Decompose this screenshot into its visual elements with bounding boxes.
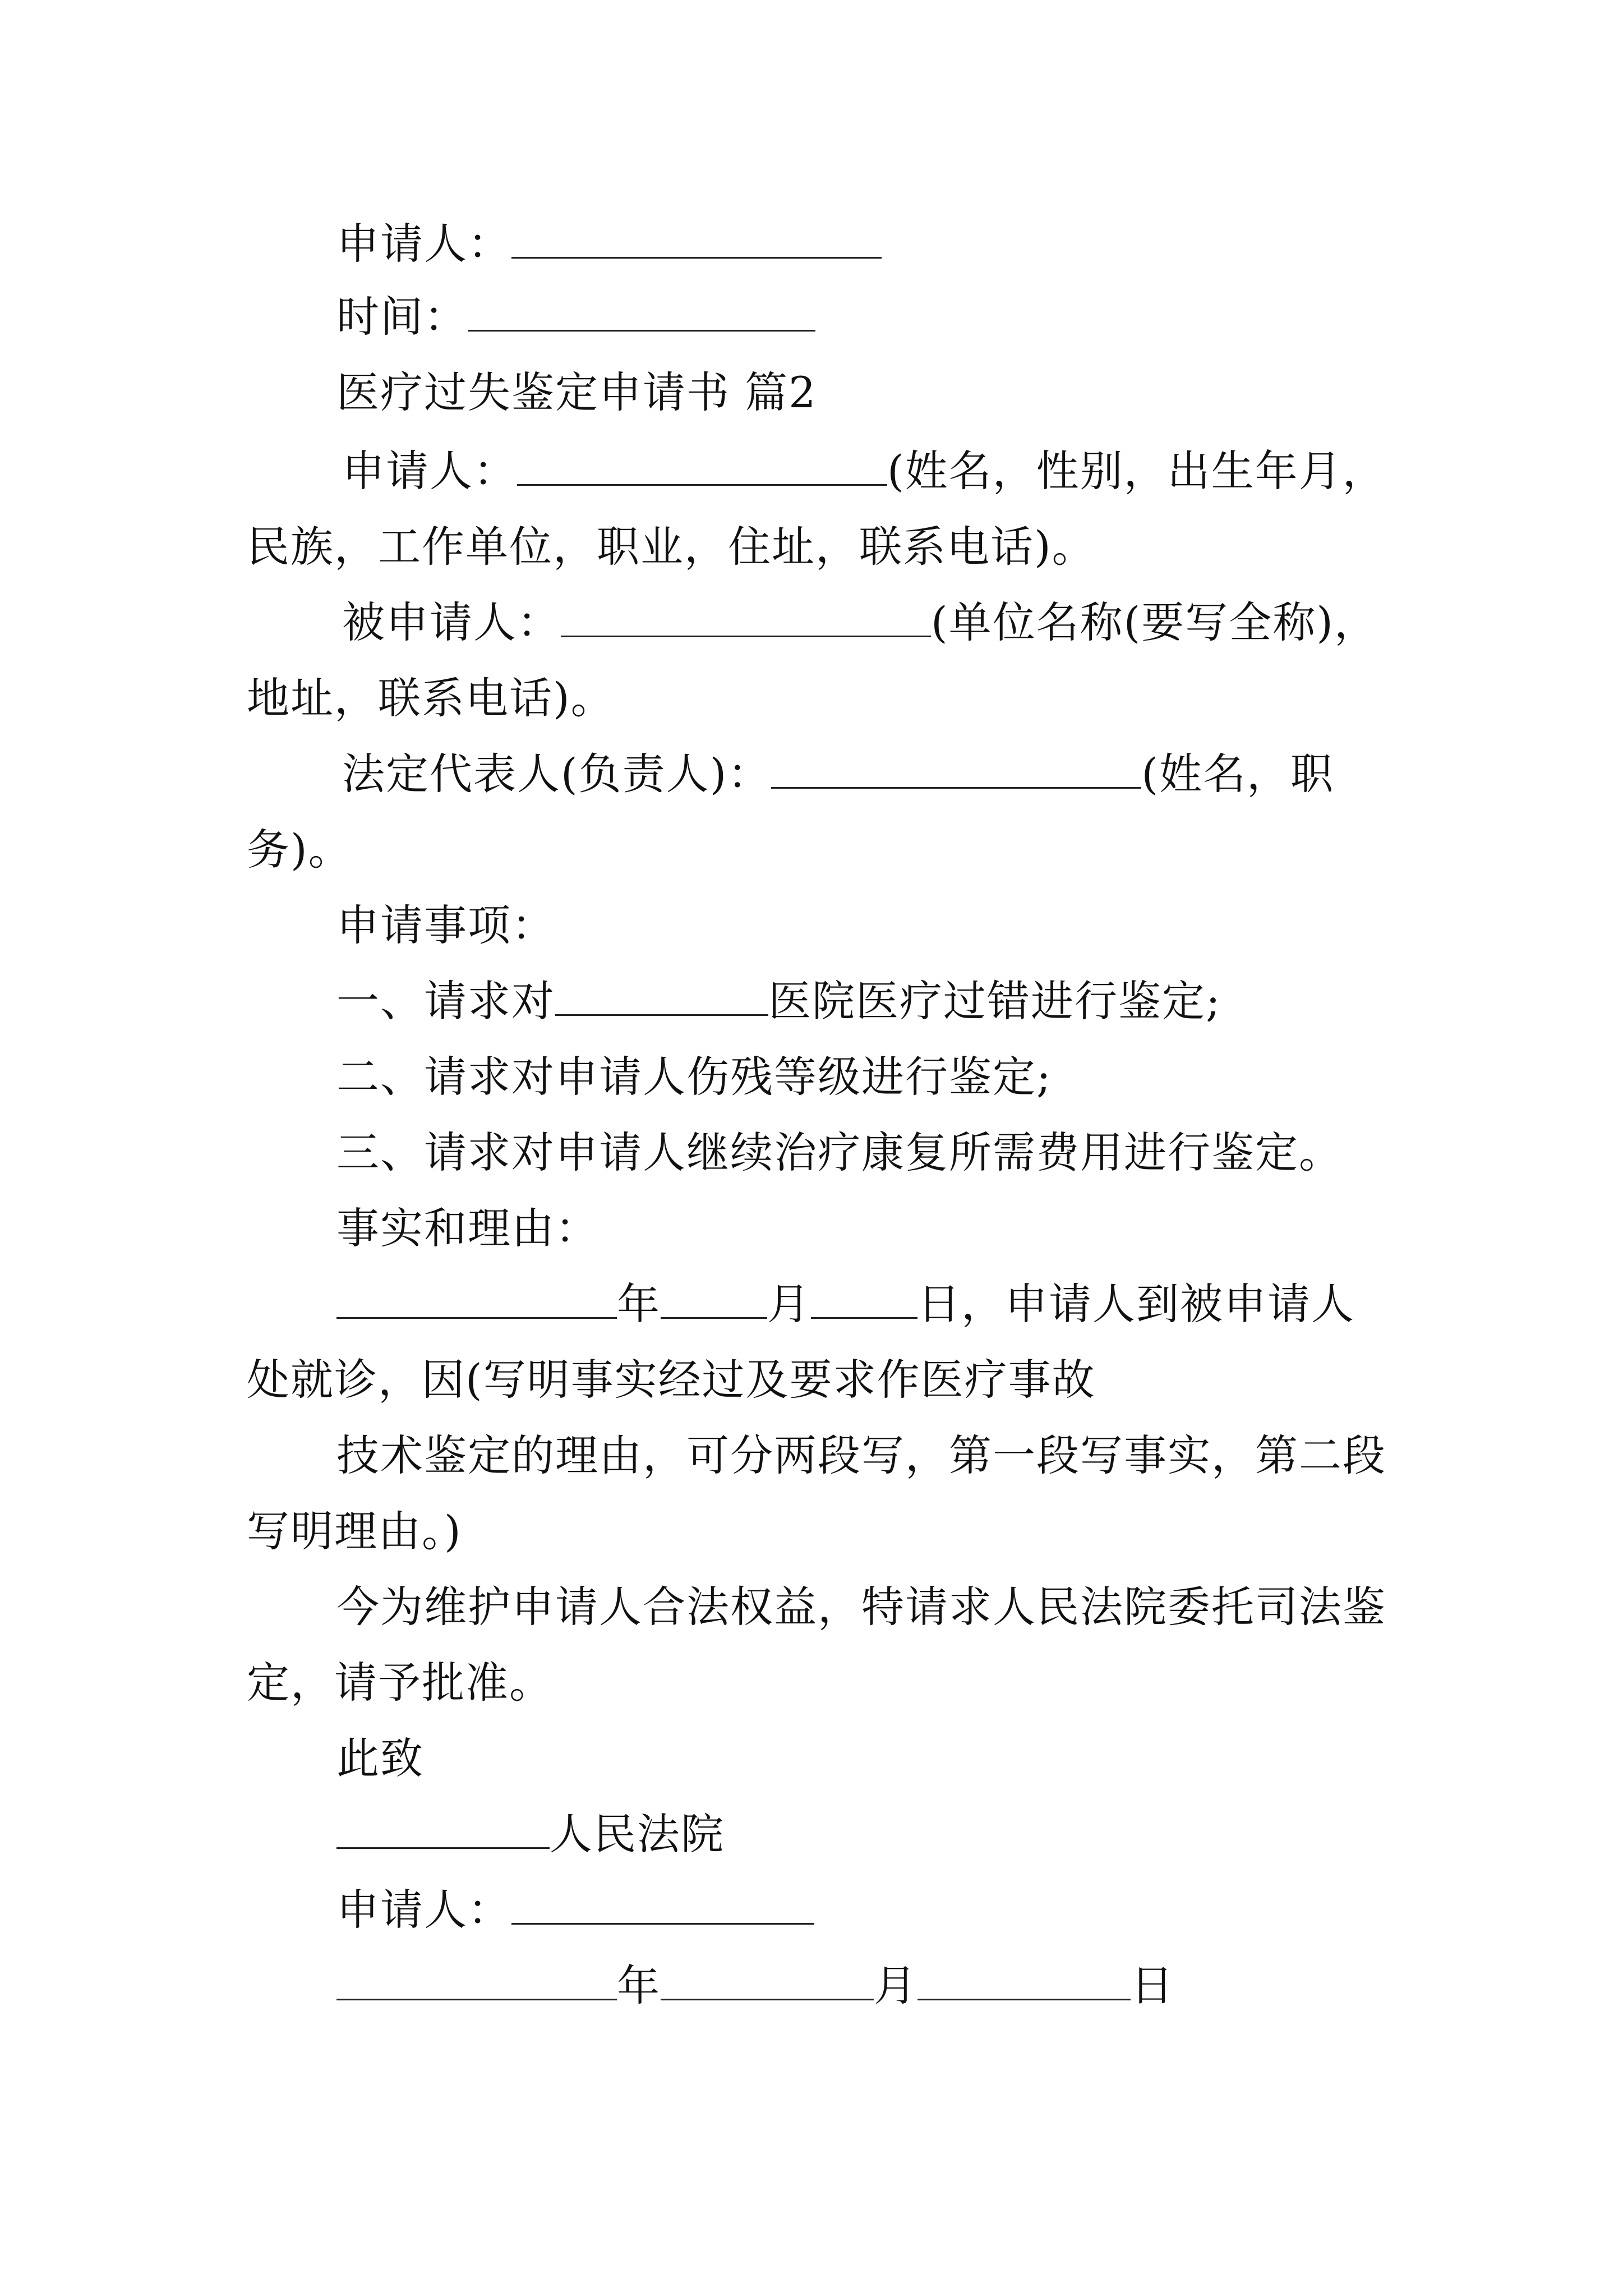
- time-line: [336, 289, 815, 345]
- applicant-label: 申请人：: [342, 446, 517, 496]
- final-day-label: 日: [1131, 1961, 1174, 2010]
- final-year-label: 年: [617, 1961, 661, 2010]
- respondent-details-continued-text: 地址，联系电话)。: [247, 673, 615, 723]
- request-statement-line-1: [336, 1579, 1386, 1635]
- request-statement-line-2: [247, 1655, 553, 1711]
- facts-date-text: 日，申请人到被申请人: [917, 1279, 1355, 1329]
- final-applicant-line: [336, 1882, 814, 1938]
- request-item-1: [336, 973, 1221, 1029]
- respondent-label: 被申请人：: [342, 597, 561, 647]
- applicant-label: 申请人：: [336, 219, 511, 269]
- facts-text-3: 写明理由。): [247, 1506, 462, 1556]
- closing-salutation-text: 此致: [336, 1733, 424, 1783]
- legal-representative-blank: [771, 747, 1141, 789]
- request-item-3-text: 三、请求对申请人继续治疗康复所需费用进行鉴定。: [336, 1128, 1343, 1177]
- section-title: [336, 365, 817, 421]
- legal-representative-details-text: (姓名，职: [1141, 749, 1334, 799]
- time-blank: [468, 289, 815, 332]
- respondent-blank: [561, 595, 931, 637]
- year-label: 年: [617, 1279, 661, 1329]
- respondent-line: [342, 595, 1378, 651]
- respondent-details-text: (单位名称(要写全称)，: [931, 597, 1378, 647]
- legal-representative-continued: [247, 822, 352, 878]
- facts-text-2: 技术鉴定的理由，可分两段写，第一段写事实，第二段: [336, 1430, 1386, 1480]
- applicant-blank: [511, 217, 882, 259]
- final-date-line: [336, 1958, 1174, 2014]
- facts-text-line-2: [336, 1428, 1386, 1484]
- applicant-details-text: (姓名，性别，出生年月，: [887, 446, 1386, 496]
- request-statement-text-2: 定，请予批准。: [247, 1658, 553, 1708]
- applicant-details-continued: [247, 519, 1096, 575]
- request-item-3: [336, 1125, 1343, 1181]
- legal-representative-line: [342, 746, 1334, 802]
- facts-heading: [336, 1200, 599, 1257]
- respondent-details-continued: [247, 670, 615, 726]
- legal-representative-label: 法定代表人(负责人)：: [342, 749, 772, 799]
- final-applicant-label: 申请人：: [336, 1885, 511, 1935]
- final-month-label: 月: [874, 1961, 917, 2010]
- facts-date-line: [336, 1276, 1355, 1332]
- requests-heading-text: 申请事项：: [336, 900, 555, 950]
- facts-text-1: 处就诊，因(写明事实经过及要求作医疗事故: [247, 1355, 1096, 1405]
- time-label: 时间：: [336, 292, 468, 342]
- month-label: 月: [767, 1279, 811, 1329]
- court-label: 人民法院: [550, 1809, 725, 1859]
- day-blank: [811, 1277, 917, 1319]
- court-line: [336, 1806, 725, 1862]
- final-day-blank: [917, 1958, 1131, 2000]
- request-item-2: [336, 1049, 1052, 1105]
- request-statement-text-1: 今为维护申请人合法权益，特请求人民法院委托司法鉴: [336, 1582, 1386, 1632]
- applicant-signature-line: [336, 216, 882, 272]
- request-item-1-prefix: 一、请求对: [336, 976, 555, 1026]
- request-item-2-text: 二、请求对申请人伤残等级进行鉴定;: [336, 1052, 1052, 1102]
- year-blank: [336, 1277, 617, 1319]
- final-applicant-blank: [511, 1883, 814, 1925]
- legal-representative-continued-text: 务)。: [247, 825, 352, 875]
- applicant-details-continued-text: 民族，工作单位，职业，住址，联系电话)。: [247, 522, 1096, 572]
- section-title-text: 医疗过失鉴定申请书 篇2: [336, 367, 817, 417]
- court-name-blank: [336, 1807, 550, 1849]
- month-blank: [661, 1277, 767, 1319]
- request-item-1-suffix: 医院医疗过错进行鉴定;: [768, 976, 1221, 1026]
- applicant-line: [342, 443, 1386, 499]
- hospital-blank: [555, 974, 768, 1016]
- closing-salutation: [336, 1731, 424, 1787]
- facts-text-line-3: [247, 1503, 462, 1559]
- requests-heading: [336, 898, 555, 954]
- facts-heading-text: 事实和理由：: [336, 1203, 599, 1253]
- applicant-name-blank: [517, 444, 887, 486]
- facts-text-line-1: [247, 1352, 1096, 1408]
- final-year-blank: [336, 1958, 617, 2000]
- final-month-blank: [661, 1958, 874, 2000]
